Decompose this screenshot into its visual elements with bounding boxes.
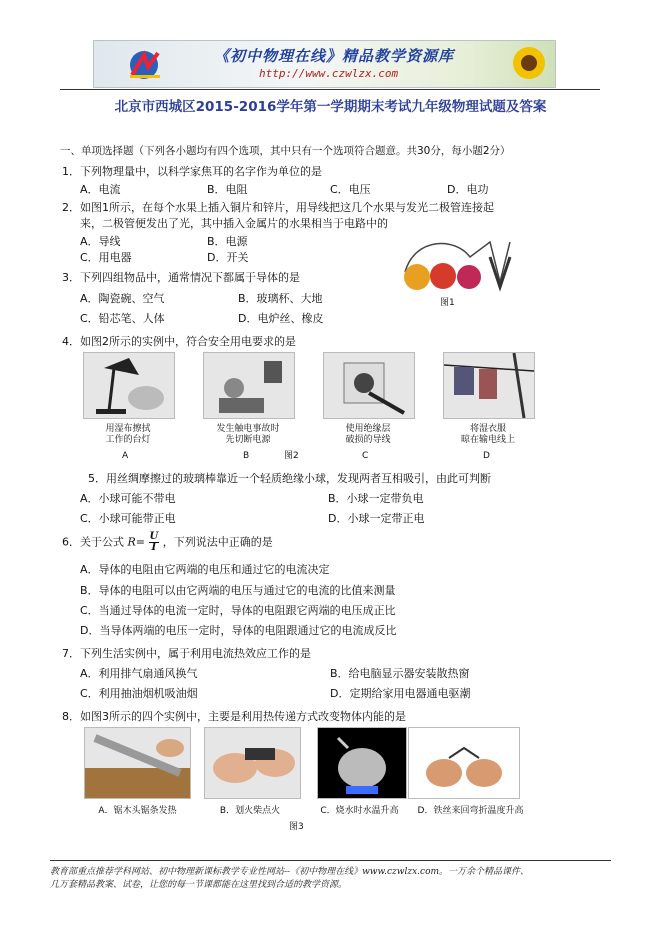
q2-option-c: C．用电器 xyxy=(80,251,132,264)
q2-option-a: A．导线 xyxy=(80,235,121,248)
q1-option-d: D．电功 xyxy=(447,183,489,196)
q5-option-d: D．小球一定带正电 xyxy=(328,512,425,525)
figure-2a-letter: A xyxy=(122,451,129,461)
figure-2d-letter: D xyxy=(483,451,490,461)
question-4: 4．如图2所示的实例中，符合安全用电要求的是 xyxy=(62,335,296,348)
figure-3a-caption: A．锯木头锯条发热 xyxy=(98,806,177,816)
q3-option-d: D．电炉丝、橡皮 xyxy=(238,312,324,325)
question-2: 2．如图1所示，在每个水果上插入铜片和锌片，用导线把这几个水果与发光二极管连接起 xyxy=(62,201,494,214)
q6-stem-post: ，下列说法中正确的是 xyxy=(162,535,273,549)
question-5: 5．用丝绸摩擦过的玻璃棒靠近一个轻质绝缘小球，发现两者互相吸引，由此可判断 xyxy=(88,472,491,485)
question-1: 1．下列物理量中，以科学家焦耳的名字作为单位的是 xyxy=(62,165,322,178)
figure-3d-bending-wire xyxy=(408,727,520,799)
q1-option-a: A．电流 xyxy=(80,183,121,196)
question-8: 8．如图3所示的四个实例中，主要是利用热传递方式改变物体内能的是 xyxy=(62,710,406,723)
q6-option-a: A．导体的电阻由它两端的电压和通过它的电流决定 xyxy=(80,563,330,576)
sunflower-icon xyxy=(504,41,554,87)
q2-option-b: B．电源 xyxy=(207,235,248,248)
footer xyxy=(50,866,611,892)
q6-option-c: C．当通过导体的电流一定时，导体的电阻跟它两端的电压成正比 xyxy=(80,604,396,617)
q5-option-b: B．小球一定带负电 xyxy=(328,492,424,505)
q5-option-a: A．小球可能不带电 xyxy=(80,492,176,505)
q2-option-d: D．开关 xyxy=(207,251,249,264)
figure-2a-lamp xyxy=(83,352,175,419)
q7-option-c: C．利用抽油烟机吸油烟 xyxy=(80,687,198,700)
footer-line-2: 几万套精品教案、试卷，让您的每一节课都能在这里找到合适的教学资源。 xyxy=(50,880,348,890)
question-6 xyxy=(62,532,273,553)
footer-rule xyxy=(50,860,611,861)
figure-2d-clothes-on-wire xyxy=(443,352,535,419)
q7-option-d: D．定期给家用电器通电驱潮 xyxy=(330,687,471,700)
q3-option-c: C．铅芯笔、人体 xyxy=(80,312,165,325)
footer-line-1: 教育部重点推荐学科网站、初中物理新课标教学专业性网站--《初中物理在线》www.czwlzx.com。一万余个精品课件、 xyxy=(50,867,530,877)
question-2-line2: 来，二极管便发出了光，其中插入金属片的水果相当于电路中的 xyxy=(80,217,388,230)
q6-formula-denominator: I xyxy=(151,542,157,553)
figure-3-label: 图3 xyxy=(289,822,304,832)
figure-2c-caption: 使用绝缘层 破损的导线 xyxy=(345,424,391,445)
figure-2c-broken-wire xyxy=(323,352,415,419)
q3-option-a: A．陶瓷碗、空气 xyxy=(80,292,165,305)
figure-3a-sawing-wood xyxy=(84,727,191,799)
header-banner xyxy=(93,40,556,88)
figure-2-label: 图2 xyxy=(284,451,299,461)
q6-option-b: B．导体的电阻可以由它两端的电压与通过它的电流的比值来测量 xyxy=(80,584,396,597)
banner-title: 《初中物理在线》精品教学资源库 xyxy=(214,47,455,65)
q6-formula-numerator: U xyxy=(149,531,159,542)
figure-2b-caption: 发生触电事故时 先切断电源 xyxy=(216,424,280,445)
q1-option-c: C．电压 xyxy=(330,183,371,196)
figure-3c-kettle-boiling xyxy=(317,727,407,799)
q5-option-c: C．小球可能带正电 xyxy=(80,512,176,525)
q6-formula-fraction xyxy=(149,532,160,553)
section-heading: 一、单项选择题（下列各小题均有四个选项，其中只有一个选项符合题意。共30分，每小题2分） xyxy=(60,145,511,157)
banner-url[interactable]: http://www.czwlzx.com xyxy=(259,67,399,80)
figure-2d-caption: 将湿衣服 晾在输电线上 xyxy=(460,424,515,445)
site-logo-icon xyxy=(124,45,168,83)
question-3: 3．下列四组物品中，通常情况下都属于导体的是 xyxy=(62,271,300,284)
document-title: 北京市西城区2015-2016学年第一学期期末考试九年级物理试题及答案 xyxy=(114,99,547,115)
figure-2a-caption: 用湿布擦拭 工作的台灯 xyxy=(105,424,151,445)
figure-3b-caption: B．划火柴点火 xyxy=(219,806,281,816)
header-rule xyxy=(60,89,600,90)
q6-stem-pre: 6．关于公式 xyxy=(62,535,124,549)
q1-option-b: B．电阻 xyxy=(207,183,248,196)
figure-3b-striking-match xyxy=(204,727,301,799)
figure-2c-letter: C xyxy=(362,451,369,461)
figure-2b-letter: B xyxy=(243,451,250,461)
q7-option-b: B．给电脑显示器安装散热窗 xyxy=(330,667,470,680)
q6-option-d: D．当导体两端的电压一定时，导体的电阻跟通过它的电流成反比 xyxy=(80,624,397,637)
figure-1-fruit-battery xyxy=(395,232,520,294)
figure-2b-electric-shock xyxy=(203,352,295,419)
q7-option-a: A．利用排气扇通风换气 xyxy=(80,667,198,680)
q3-option-b: B．玻璃杯、大地 xyxy=(238,292,323,305)
figure-3c-caption: C．烧水时水温升高 xyxy=(320,806,399,816)
figure-3d-caption: D．铁丝来回弯折温度升高 xyxy=(417,806,524,816)
q6-formula-lhs: R= xyxy=(127,535,145,549)
question-7: 7．下列生活实例中，属于利用电流热效应工作的是 xyxy=(62,647,311,660)
figure-1-label: 图1 xyxy=(440,298,455,308)
